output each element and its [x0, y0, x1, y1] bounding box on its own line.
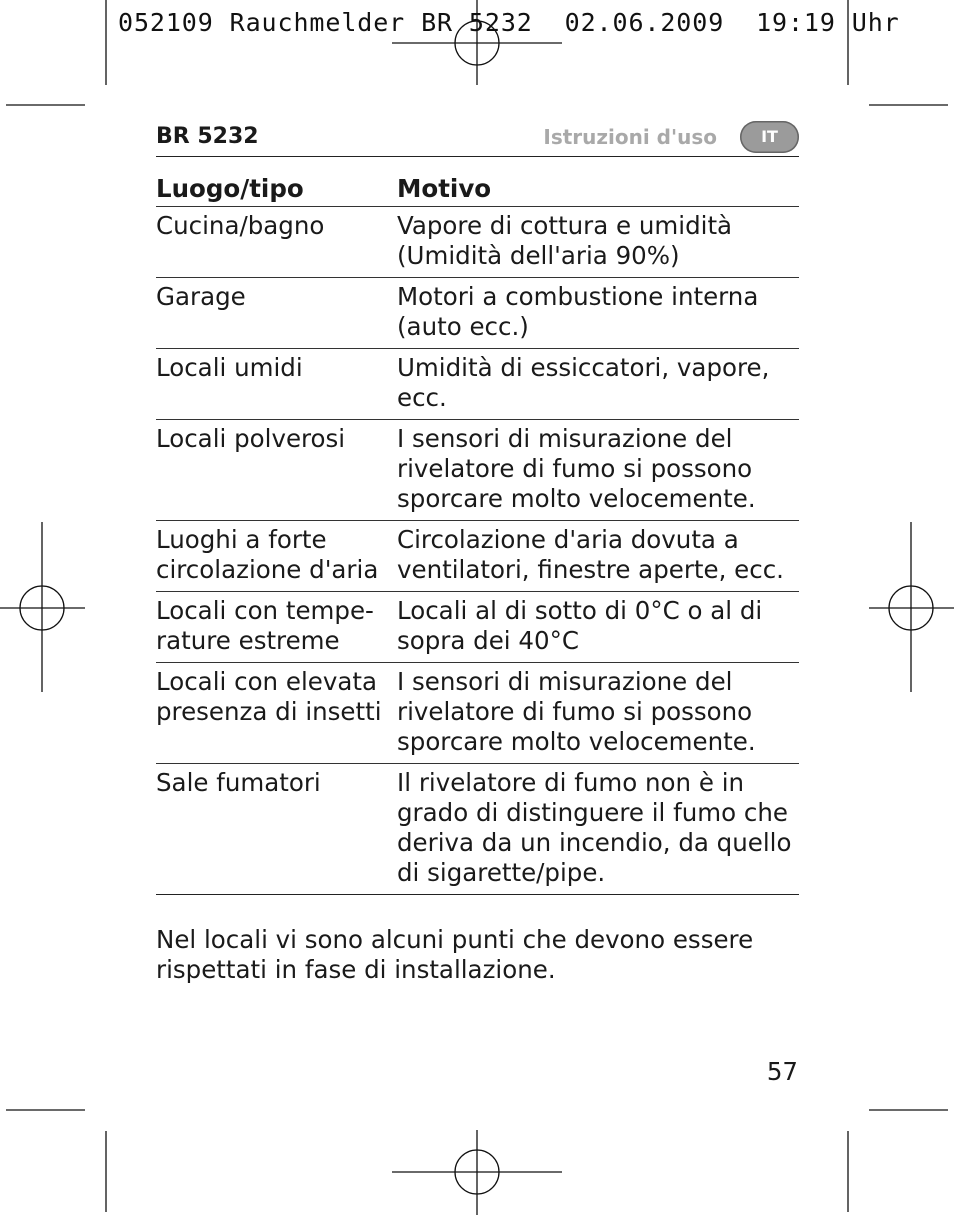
cell-reason-line: Umidità di essiccatori, vapore, — [397, 353, 770, 382]
table-row — [156, 278, 799, 349]
table-row — [156, 207, 799, 278]
model-label: BR 5232 — [156, 124, 259, 149]
table-row — [156, 592, 799, 663]
column-header-reason: Motivo — [397, 172, 799, 207]
cell-reason — [397, 663, 799, 764]
cell-place-line: Locali con elevata — [156, 667, 377, 696]
cell-place-line: Locali polverosi — [156, 424, 346, 453]
print-slug-date: 02.06.2009 — [564, 8, 725, 37]
cell-place — [156, 663, 397, 764]
table-body — [156, 207, 799, 895]
note-line: rispettati in fase di installazione. — [156, 955, 556, 984]
table-header-row — [156, 172, 799, 207]
cell-reason-line: deriva da un incendio, da quello — [397, 828, 792, 857]
cell-reason-line: Motori a combustione interna — [397, 282, 759, 311]
table-row — [156, 349, 799, 420]
cell-place — [156, 207, 397, 278]
print-slug-file: 052109 Rauchmelder BR 5232 — [118, 8, 533, 37]
print-slug-time: 19:19 Uhr — [756, 8, 900, 37]
cell-reason-line: I sensori di misurazione del — [397, 424, 733, 453]
cell-reason-line: di sigarette/pipe. — [397, 858, 606, 887]
cell-place-line: Cucina/bagno — [156, 211, 325, 240]
cell-reason — [397, 592, 799, 663]
cell-reason — [397, 420, 799, 521]
registration-mark-left — [0, 522, 85, 692]
installation-note — [156, 925, 806, 985]
cell-reason-line: I sensori di misurazione del — [397, 667, 733, 696]
section-title: Istruzioni d'uso — [543, 125, 717, 149]
cell-reason-line: Circolazione d'aria dovuta a — [397, 525, 739, 554]
cell-place — [156, 420, 397, 521]
cell-place — [156, 521, 397, 592]
cell-reason-line: sporcare molto velocemente. — [397, 727, 756, 756]
cell-place-line: presenza di insetti — [156, 697, 382, 726]
page-header — [156, 118, 799, 157]
column-header-place: Luogo/tipo — [156, 172, 397, 207]
cell-place — [156, 278, 397, 349]
table-row — [156, 764, 799, 895]
table-row — [156, 521, 799, 592]
cell-place-line: Garage — [156, 282, 246, 311]
table-row — [156, 663, 799, 764]
cell-place-line: circolazione d'aria — [156, 555, 379, 584]
cell-reason-line: (Umidità dell'aria 90%) — [397, 241, 680, 270]
location-table — [156, 172, 799, 895]
table-row — [156, 420, 799, 521]
cell-place — [156, 764, 397, 895]
cell-reason — [397, 764, 799, 895]
cell-reason-line: (auto ecc.) — [397, 312, 529, 341]
cell-reason-line: Il rivelatore di fumo non è in — [397, 768, 745, 797]
cell-reason-line: ventilatori, finestre aperte, ecc. — [397, 555, 784, 584]
cell-reason — [397, 349, 799, 420]
cell-reason — [397, 278, 799, 349]
registration-mark-right — [869, 522, 954, 692]
cell-place — [156, 592, 397, 663]
cell-reason-line: Vapore di cottura e umidità — [397, 211, 733, 240]
cell-place-line: Luoghi a forte — [156, 525, 327, 554]
cell-reason-line: rivelatore di fumo si possono — [397, 454, 753, 483]
note-line: Nel locali vi sono alcuni punti che devono essere — [156, 925, 754, 954]
location-table-container — [156, 172, 799, 895]
cell-place-line: Locali umidi — [156, 353, 303, 382]
cell-reason-line: Locali al di sotto di 0°C o al di — [397, 596, 763, 625]
cell-reason-line: rivelatore di fumo si possono — [397, 697, 753, 726]
cell-place — [156, 349, 397, 420]
print-slug — [118, 6, 900, 40]
page-number: 57 — [766, 1057, 798, 1086]
cell-reason-line: sopra dei 40°C — [397, 626, 579, 655]
cell-place-line: Sale fumatori — [156, 768, 321, 797]
cell-place-line: Locali con tempe- — [156, 596, 374, 625]
cell-reason-line: sporcare molto velocemente. — [397, 484, 756, 513]
cell-place-line: rature estreme — [156, 626, 340, 655]
registration-mark-bottom — [392, 1130, 562, 1215]
cell-reason-line: grado di distinguere il fumo che — [397, 798, 788, 827]
cell-reason — [397, 521, 799, 592]
cell-reason-line: ecc. — [397, 383, 447, 412]
language-badge: IT — [740, 121, 799, 153]
cell-reason — [397, 207, 799, 278]
